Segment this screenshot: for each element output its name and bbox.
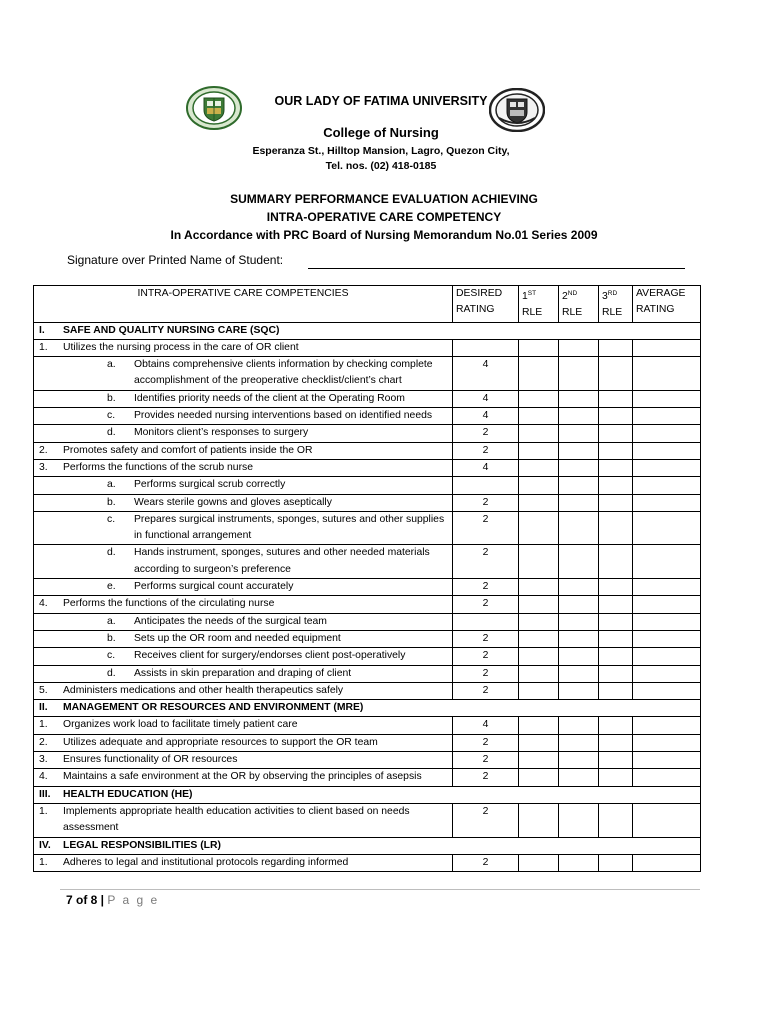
page-number: 7 of 8 | [66,893,105,907]
rle-1-cell[interactable] [519,734,559,751]
rle-3-cell[interactable] [599,803,633,837]
rle-2-cell[interactable] [559,579,599,596]
header-competencies: INTRA-OPERATIVE CARE COMPETENCIES [34,286,453,323]
header-2nd-rle: 2ND RLE [559,286,599,323]
table-row [34,682,701,699]
desired-rating-cell: 2 [453,682,519,699]
rle-1-cell[interactable] [519,665,559,682]
competency-cell [34,752,453,769]
table-row [34,511,701,545]
competency-cell [34,803,453,837]
header-3rd-rle: 3RD RLE [599,286,633,323]
desired-rating-cell: 2 [453,752,519,769]
table-row [34,769,701,786]
sub-item-letter: c. [107,513,116,525]
rle-2-cell[interactable] [559,803,599,837]
rle-1-cell[interactable] [519,579,559,596]
university-name: OUR LADY OF FATIMA UNIVERSITY [274,94,488,108]
desired-rating-cell: 2 [453,511,519,545]
signature-field[interactable] [308,268,685,269]
header-desired-rating: DESIRED RATING [453,286,519,323]
section-number: III. [39,788,51,800]
sub-item-letter: d. [107,427,116,439]
rle-1-cell[interactable] [519,511,559,545]
rle-2-cell[interactable] [559,682,599,699]
item-number: 3. [39,754,48,766]
competency-cell [34,596,453,613]
rle-2-cell[interactable] [559,459,599,476]
header-1st-rle: 1ST RLE [519,286,559,323]
item-text: Performs the functions of the scrub nurse [63,461,254,473]
table-row [34,854,701,871]
desired-rating-cell: 2 [453,734,519,751]
item-text: Maintains a safe environment at the OR by observing the principles of asepsis [63,771,422,783]
evaluation-table [33,285,701,872]
section-number: IV. [39,839,51,851]
rle-2-cell[interactable] [559,339,599,356]
rle-2-cell[interactable] [559,545,599,579]
average-rating-cell[interactable] [633,682,701,699]
desired-rating-cell [453,613,519,630]
competency-cell [34,700,701,717]
sub-item-letter: b. [107,392,116,404]
rle-1-cell[interactable] [519,408,559,425]
table-row [34,630,701,647]
desired-rating-cell: 2 [453,579,519,596]
competency-cell [34,425,453,442]
rle-2-cell[interactable] [559,477,599,494]
rle-1-cell[interactable] [519,339,559,356]
sub-item-letter: e. [107,581,116,593]
table-row [34,477,701,494]
rle-3-cell[interactable] [599,682,633,699]
average-rating-cell[interactable] [633,357,701,391]
sub-item-text: Obtains comprehensive clients information by checking complete accomplishment of the preoperative checklist/client’s chart [134,359,433,387]
rle-1-cell[interactable] [519,477,559,494]
sub-item-letter: a. [107,359,116,371]
desired-rating-cell: 2 [453,854,519,871]
competency-cell [34,648,453,665]
desired-rating-cell: 4 [453,357,519,391]
item-text: Utilizes the nursing process in the care of OR client [63,341,299,353]
average-rating-cell[interactable] [633,511,701,545]
sub-item-letter: d. [107,547,116,559]
table-row [34,339,701,356]
rle-2-cell[interactable] [559,734,599,751]
sub-item-letter: b. [107,496,116,508]
rle-2-cell[interactable] [559,511,599,545]
table-row [34,425,701,442]
competency-cell [34,494,453,511]
rle-2-cell[interactable] [559,752,599,769]
average-rating-cell[interactable] [633,425,701,442]
competency-cell [34,579,453,596]
desired-rating-cell: 4 [453,390,519,407]
competency-cell [34,442,453,459]
rle-1-cell[interactable] [519,545,559,579]
rle-3-cell[interactable] [599,854,633,871]
rle-3-cell[interactable] [599,339,633,356]
rle-1-cell[interactable] [519,425,559,442]
sub-item-text: Prepares surgical instruments, sponges, sutures and other supplies in functional arrangement [134,513,445,542]
desired-rating-cell: 4 [453,408,519,425]
rle-1-cell[interactable] [519,752,559,769]
desired-rating-cell [453,339,519,356]
competency-cell [34,339,453,356]
average-rating-cell[interactable] [633,665,701,682]
average-rating-cell[interactable] [633,494,701,511]
section-title: LEGAL RESPONSIBILITIES (LR) [63,839,221,851]
sub-item-letter: c. [107,410,116,422]
competency-cell [34,734,453,751]
form-title-line-3: In Accordance with PRC Board of Nursing Memorandum No.01 Series 2009 [170,228,598,242]
rle-3-cell[interactable] [599,425,633,442]
average-rating-cell[interactable] [633,769,701,786]
competency-cell [34,854,453,871]
competency-cell [34,717,453,734]
desired-rating-cell: 2 [453,596,519,613]
table-row [34,803,701,837]
table-row [34,596,701,613]
desired-rating-cell: 2 [453,769,519,786]
section-title: MANAGEMENT OR RESOURCES AND ENVIRONMENT (MRE) [63,702,364,714]
average-rating-cell[interactable] [633,630,701,647]
rle-1-cell[interactable] [519,596,559,613]
rle-3-cell[interactable] [599,459,633,476]
average-rating-cell[interactable] [633,408,701,425]
rle-2-cell[interactable] [559,408,599,425]
rle-3-cell[interactable] [599,665,633,682]
average-rating-cell[interactable] [633,734,701,751]
desired-rating-cell: 4 [453,717,519,734]
item-text: Performs the functions of the circulating nurse [63,598,275,610]
sub-item-letter: a. [107,479,116,491]
desired-rating-cell: 2 [453,442,519,459]
table-row [34,579,701,596]
table-row [34,408,701,425]
competency-cell [34,545,453,579]
average-rating-cell[interactable] [633,596,701,613]
item-text: Ensures functionality of OR resources [63,754,238,766]
page-footer [66,893,159,907]
sub-item-letter: d. [107,667,116,679]
rle-3-cell[interactable] [599,648,633,665]
competency-cell [34,837,701,854]
rle-2-cell[interactable] [559,648,599,665]
item-text: Administers medications and other health therapeutics safely [63,684,344,696]
sub-item-text: Anticipates the needs of the surgical team [134,615,327,627]
average-rating-cell[interactable] [633,390,701,407]
rle-1-cell[interactable] [519,494,559,511]
item-number: 2. [39,736,48,748]
desired-rating-cell: 2 [453,494,519,511]
table-row [34,665,701,682]
desired-rating-cell [453,477,519,494]
table-section-row [34,786,701,803]
item-number: 1. [39,719,48,731]
rle-2-cell[interactable] [559,425,599,442]
rle-2-cell[interactable] [559,613,599,630]
average-rating-cell[interactable] [633,648,701,665]
rle-2-cell[interactable] [559,357,599,391]
rle-2-cell[interactable] [559,854,599,871]
rle-2-cell[interactable] [559,494,599,511]
table-section-row [34,700,701,717]
sub-item-text: Assists in skin preparation and draping of client [134,667,352,679]
average-rating-cell[interactable] [633,579,701,596]
rle-1-cell[interactable] [519,803,559,837]
sub-item-text: Performs surgical scrub correctly [134,479,286,491]
table-section-row [34,322,701,339]
item-text: Organizes work load to facilitate timely patient care [63,719,298,731]
sub-item-text: Hands instrument, sponges, sutures and other needed materials according to surgeon’s preference [134,547,430,575]
rle-3-cell[interactable] [599,579,633,596]
rle-1-cell[interactable] [519,390,559,407]
desired-rating-cell: 2 [453,630,519,647]
average-rating-cell[interactable] [633,459,701,476]
rle-3-cell[interactable] [599,408,633,425]
rle-3-cell[interactable] [599,630,633,647]
item-text: Implements appropriate health education activities to client based on needs assessment [63,805,410,834]
item-number: 3. [39,461,48,473]
rle-1-cell[interactable] [519,442,559,459]
sub-item-letter: c. [107,650,116,662]
table-row [34,390,701,407]
college-name: College of Nursing [323,125,439,140]
sub-item-letter: b. [107,632,116,644]
item-number: 4. [39,771,48,783]
competency-cell [34,769,453,786]
rle-2-cell[interactable] [559,596,599,613]
section-number: II. [39,702,48,714]
rle-2-cell[interactable] [559,630,599,647]
competency-cell [34,786,701,803]
rle-1-cell[interactable] [519,854,559,871]
desired-rating-cell: 2 [453,665,519,682]
rle-2-cell[interactable] [559,717,599,734]
table-section-row [34,837,701,854]
table-row [34,717,701,734]
competency-cell [34,630,453,647]
section-title: HEALTH EDUCATION (HE) [63,788,193,800]
table-row [34,442,701,459]
competency-cell [34,665,453,682]
evaluation-table-body [34,322,701,872]
rle-3-cell[interactable] [599,545,633,579]
sub-item-text: Provides needed nursing interventions based on identified needs [134,410,433,422]
rle-3-cell[interactable] [599,769,633,786]
average-rating-cell[interactable] [633,613,701,630]
rle-3-cell[interactable] [599,752,633,769]
section-number: I. [39,324,45,336]
rle-2-cell[interactable] [559,442,599,459]
rle-3-cell[interactable] [599,596,633,613]
sub-item-text: Performs surgical count accurately [134,581,294,593]
competency-cell [34,511,453,545]
rle-3-cell[interactable] [599,734,633,751]
sub-item-text: Receives client for surgery/endorses client post-operatively [134,650,406,662]
header-average-rating: AVERAGE RATING [633,286,701,323]
sub-item-letter: a. [107,615,116,627]
table-row [34,648,701,665]
rle-3-cell[interactable] [599,613,633,630]
table-row [34,494,701,511]
rle-3-cell[interactable] [599,442,633,459]
rle-2-cell[interactable] [559,390,599,407]
college-telephone: Tel. nos. (02) 418-0185 [325,160,437,172]
average-rating-cell[interactable] [633,854,701,871]
rle-1-cell[interactable] [519,769,559,786]
item-number: 1. [39,805,48,817]
item-text: Adheres to legal and institutional protocols regarding informed [63,856,349,868]
table-row [34,752,701,769]
college-address: Esperanza St., Hilltop Mansion, Lagro, Quezon City, [252,145,510,157]
form-title-line-1: SUMMARY PERFORMANCE EVALUATION ACHIEVING [230,192,538,206]
average-rating-cell[interactable] [633,717,701,734]
sub-item-text: Monitors client’s responses to surgery [134,427,309,439]
desired-rating-cell: 2 [453,803,519,837]
item-text: Promotes safety and comfort of patients inside the OR [63,444,313,456]
competency-cell [34,459,453,476]
item-number: 5. [39,684,48,696]
item-number: 4. [39,598,48,610]
average-rating-cell[interactable] [633,339,701,356]
item-text: Utilizes adequate and appropriate resources to support the OR team [63,736,378,748]
table-row [34,545,701,579]
rle-1-cell[interactable] [519,717,559,734]
section-title: SAFE AND QUALITY NURSING CARE (SQC) [63,324,280,336]
sub-item-text: Sets up the OR room and needed equipment [134,632,341,644]
rle-1-cell[interactable] [519,630,559,647]
competency-cell [34,408,453,425]
competency-cell [34,477,453,494]
competency-cell [34,613,453,630]
sub-item-text: Identifies priority needs of the client at the Operating Room [134,392,405,404]
competency-cell [34,322,701,339]
rle-2-cell[interactable] [559,769,599,786]
signature-label: Signature over Printed Name of Student: [67,253,284,267]
table-row [34,613,701,630]
item-number: 2. [39,444,48,456]
rle-1-cell[interactable] [519,459,559,476]
sub-item-text: Wears sterile gowns and gloves aseptically [134,496,332,508]
rle-3-cell[interactable] [599,717,633,734]
average-rating-cell[interactable] [633,477,701,494]
item-number: 1. [39,856,48,868]
page-word: P a g e [107,893,160,907]
rle-3-cell[interactable] [599,477,633,494]
average-rating-cell[interactable] [633,545,701,579]
competency-cell [34,682,453,699]
rle-3-cell[interactable] [599,511,633,545]
competency-cell [34,390,453,407]
rle-2-cell[interactable] [559,665,599,682]
average-rating-cell[interactable] [633,803,701,837]
table-header-row [34,286,701,323]
item-number: 1. [39,341,48,353]
form-title-line-2: INTRA-OPERATIVE CARE COMPETENCY [266,210,502,224]
average-rating-cell[interactable] [633,752,701,769]
rle-1-cell[interactable] [519,648,559,665]
average-rating-cell[interactable] [633,442,701,459]
desired-rating-cell: 2 [453,648,519,665]
rle-3-cell[interactable] [599,390,633,407]
desired-rating-cell: 2 [453,425,519,442]
table-row [34,357,701,391]
table-row [34,734,701,751]
university-seal-icon [186,86,242,130]
rle-3-cell[interactable] [599,494,633,511]
desired-rating-cell: 2 [453,545,519,579]
footer-divider [60,889,700,890]
rle-1-cell[interactable] [519,357,559,391]
rle-3-cell[interactable] [599,357,633,391]
rle-1-cell[interactable] [519,613,559,630]
rle-1-cell[interactable] [519,682,559,699]
desired-rating-cell: 4 [453,459,519,476]
competency-cell [34,357,453,391]
table-row [34,459,701,476]
